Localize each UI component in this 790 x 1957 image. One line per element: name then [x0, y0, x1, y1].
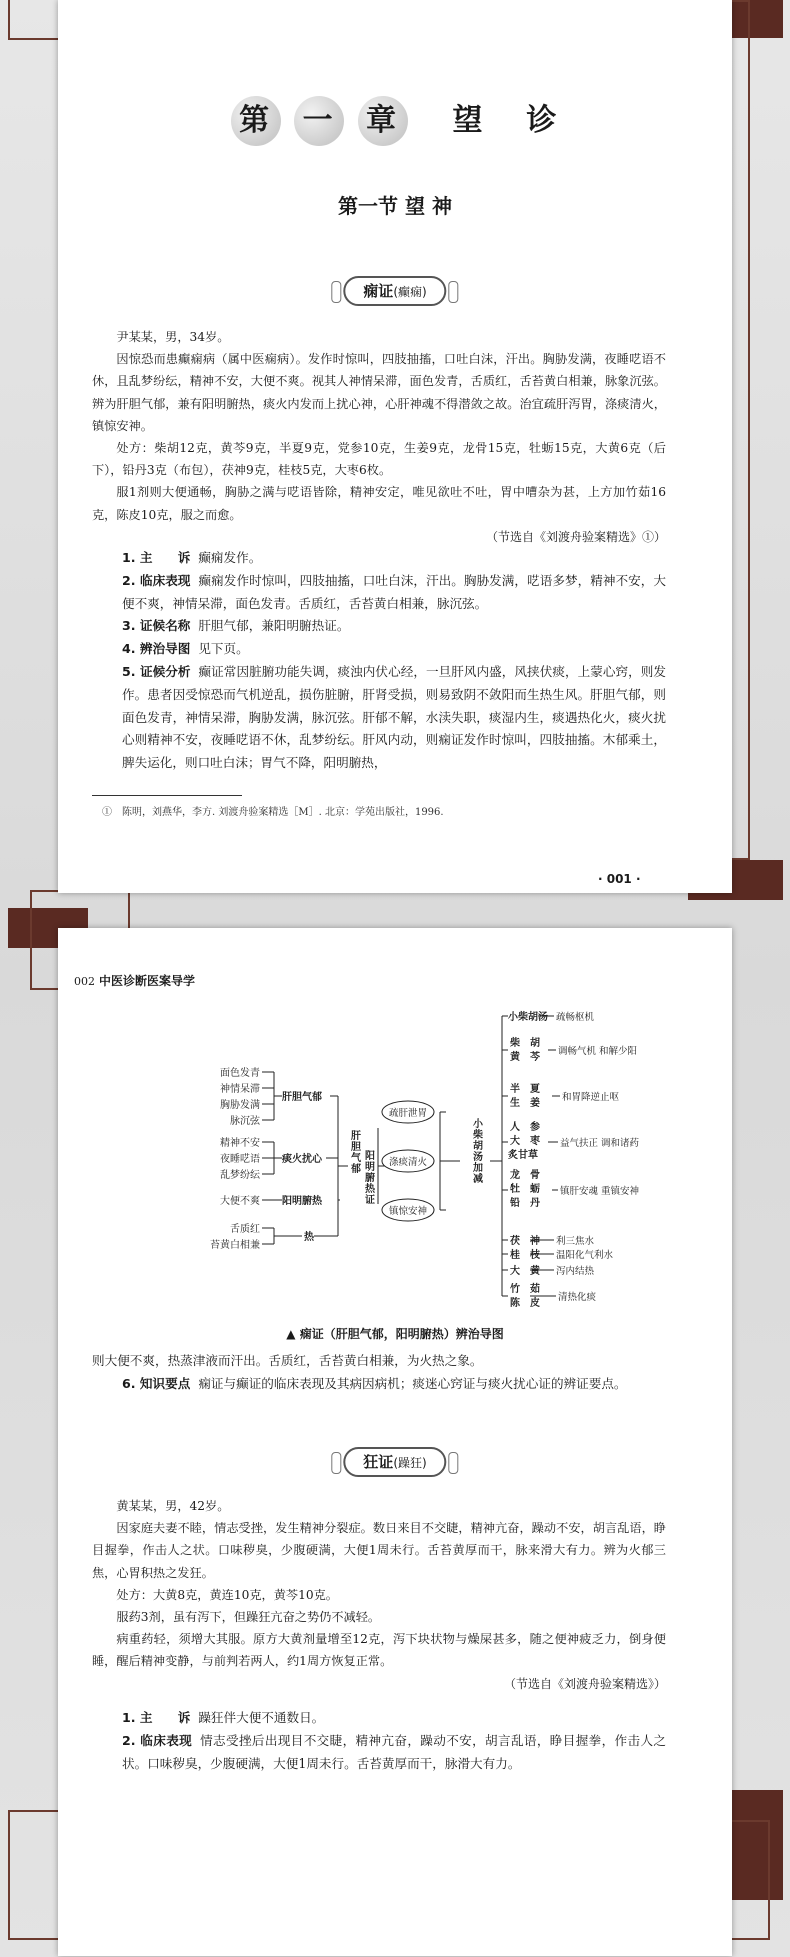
item-text: 痫证与癫证的临床表现及其病因病机；痰迷心窍证与痰火扰心证的辨证要点。: [198, 1375, 627, 1391]
case2-para: 病重药轻，须增大其服。原方大黄剂量增至12克，泻下块状物与燥屎甚多，随之便神疲乏力，倒身便睡，醒后精神变静，与前判若两人，约1周方恢复正常。: [92, 1632, 666, 1669]
pathogen-node: 肝胆气郁: [282, 1092, 322, 1103]
herb-node: 炙甘草: [508, 1150, 538, 1161]
case1-para: 尹某某，男，34岁。: [116, 330, 230, 344]
case-title-mania: [343, 1447, 446, 1477]
symptom-node: 乱梦纷纭: [220, 1170, 260, 1181]
diagnosis-mindmap: [190, 1000, 660, 1318]
running-header: [74, 972, 195, 989]
herb-node: 大 枣: [510, 1136, 540, 1147]
analysis-item: [92, 638, 666, 661]
effect-node: 益气扶正 调和诸药: [560, 1138, 640, 1149]
effect-node: 温阳化气利水: [556, 1250, 614, 1261]
herb-node: 陈 皮: [510, 1298, 540, 1309]
herb-node: 铅 丹: [510, 1198, 540, 1209]
case1-para: 处方：柴胡12克，黄芩9克，半夏9克，党参10克，生姜9克，龙骨15克，牡蛎15克，大黄6克（后下），铅丹3克（布包），茯神9克，桂枝5克，大枣6枚。: [92, 441, 666, 478]
item-text: 癫证常因脏腑功能失调，痰浊内伏心经，一旦肝风内盛，风挟伏痰，上蒙心窍，则发作。患者因受惊恐而气机逆乱，损伤脏腑，肝肾受损，则易致阴不敛阳而生热生风。肝胆气郁，则面色发青，神情呆滞，胸胁发满，脉沉弦。肝郁不解，水渎失职，痰湿内生，痰遇热化火，痰火扰心则精神不安，夜睡呓语不休，乱梦纷纭。肝风内动，则痫证发作时惊叫，四肢抽搐。木郁乘土，脾失运化，则口吐白沫；胃气不降，阳明腑热，: [122, 663, 667, 771]
case2-para: 因家庭夫妻不睦，情志受挫，发生精神分裂症。数日来目不交睫，精神亢奋，躁动不安，胡言乱语，睁目握拳，作击人之状。口味秽臭，少腹硬满，大便1周未行。舌苔黄厚而干，脉来滑大有力。辨为火郁三焦，心胃积热之发狂。: [92, 1521, 666, 1580]
case2-para: 黄某某，男，42岁。: [116, 1499, 230, 1513]
item-label: 3. 证候名称: [122, 618, 191, 634]
pathogen-node: 热: [304, 1232, 314, 1243]
herb-node: 生 姜: [510, 1098, 540, 1109]
case1-continued: [92, 1350, 666, 1396]
symptom-node: 胸胁发满: [220, 1100, 260, 1111]
formula-node: 小柴胡汤加减: [470, 1118, 482, 1184]
item-text: 癫痫发作。: [198, 550, 262, 565]
symptom-node: 精神不安: [220, 1138, 260, 1149]
case2-para: 服药3剂，虽有泻下，但躁狂亢奋之势仍不减轻。: [116, 1610, 381, 1625]
item-label: 4. 辨治导图: [122, 641, 191, 657]
item-text: 见下页。: [198, 641, 249, 657]
analysis-item: [92, 1373, 666, 1396]
symptom-node: 苔黄白相兼: [210, 1240, 260, 1251]
case-title-sub: (癫痫): [393, 285, 427, 299]
effect-node: 泻内结热: [556, 1266, 595, 1277]
symptom-node: 神情呆滞: [220, 1084, 260, 1095]
herb-node: 茯 神: [510, 1236, 540, 1247]
herb-node: 牡 蛎: [510, 1184, 540, 1195]
case1-analysis: [92, 547, 666, 775]
method-node: 涤痰清火: [388, 1157, 428, 1168]
item-label: 1. 主 诉: [122, 550, 191, 565]
effect-node: 利三焦水: [556, 1236, 595, 1247]
diagram-caption: ▲ 痫证（肝胆气郁，阳明腑热）辨治导图: [286, 1327, 504, 1341]
case2-para: 处方：大黄8克，黄连10克，黄芩10克。: [116, 1587, 338, 1602]
case2-record: [92, 1495, 666, 1695]
effect-node: 镇肝安魂 重镇安神: [560, 1186, 640, 1197]
effect-node: 和胃降逆止呕: [562, 1092, 620, 1103]
analysis-item: [92, 547, 666, 570]
case1-para: 服1剂则大便通畅，胸胁之满与呓语皆除，精神安定，唯见欲吐不吐，胃中嘈杂为甚，上方加竹茹16克，陈皮10克，服之而愈。: [92, 485, 666, 522]
herb-node: 柴 胡: [510, 1038, 540, 1049]
effect-node: 调畅气机 和解少阳: [558, 1046, 638, 1057]
symptom-node: 面色发青: [220, 1068, 260, 1079]
symptom-node: 大便不爽: [220, 1196, 260, 1207]
case2-source: （节选自《刘渡舟验案精选》）: [503, 1676, 666, 1691]
analysis-item: [92, 1730, 666, 1776]
case2-analysis: [92, 1707, 666, 1775]
item-label: 5. 证候分析: [122, 663, 191, 679]
item-label: 6. 知识要点: [122, 1375, 191, 1391]
footnote: ① 陈明，刘燕华，李方. 刘渡舟验案精选［M］. 北京：学苑出版社，1996.: [102, 807, 444, 818]
item-text: 癫痫发作时惊叫，四肢抽搐，口吐白沫，汗出。胸胁发满，呓语多梦，精神不安，大便不爽，神情呆滞，面色发青。舌质红，舌苔黄白相兼，脉沉弦。: [122, 572, 667, 611]
herb-node: 小柴胡汤: [508, 1012, 548, 1023]
case1-record: [92, 326, 666, 548]
herb-node: 人 参: [510, 1122, 540, 1133]
case-title-epilepsy: [343, 276, 446, 306]
method-node: 镇惊安神: [388, 1206, 428, 1217]
item-text: 情志受挫后出现目不交睫，精神亢奋，躁动不安，胡言乱语，睁目握拳，作击人之状。口味秽臭，少腹硬满，大便1周未行。舌苔黄厚而干，脉滑大有力。: [122, 1732, 667, 1771]
item-text: 躁狂伴大便不通数日。: [198, 1710, 325, 1725]
syndrome-node: 肝胆气郁: [348, 1130, 360, 1174]
herb-node: 大 黄: [510, 1266, 540, 1277]
herb-node: 黄 芩: [510, 1052, 540, 1063]
pathogen-node: 痰火扰心: [282, 1154, 322, 1165]
footnote-rule: [92, 795, 242, 796]
analysis-item: [92, 570, 666, 616]
header-book-title: 中医诊断医案导学: [99, 974, 196, 988]
item-label: 2. 临床表现: [122, 1732, 193, 1748]
header-page-number: 002: [74, 975, 95, 988]
chapter-char: 望: [452, 103, 486, 138]
symptom-node: 夜睡呓语: [220, 1154, 260, 1165]
item-label: 2. 临床表现: [122, 572, 191, 588]
chapter-char: 诊: [526, 103, 560, 138]
case1-source: （节选自《刘渡舟验案精选》①）: [485, 529, 666, 544]
section-title: 第一节 望 神: [338, 194, 452, 218]
effect-node: 疏畅枢机: [556, 1012, 595, 1023]
chapter-char: 第: [231, 96, 281, 146]
symptom-node: 舌质红: [230, 1224, 260, 1235]
herb-node: 竹 茹: [510, 1284, 540, 1295]
syndrome-node: 阳明腑热证: [362, 1150, 374, 1205]
analysis-item: [92, 615, 666, 638]
chapter-char: 一: [294, 96, 344, 146]
case-title-text: 狂证: [363, 1453, 394, 1471]
item-label: 1. 主 诉: [122, 1710, 191, 1725]
effect-node: 清热化痰: [558, 1292, 597, 1303]
item-text: 肝胆气郁，兼阳明腑热证。: [198, 618, 350, 634]
analysis-item: [92, 1707, 666, 1730]
analysis-item: [92, 661, 666, 775]
method-node: 疏肝泄胃: [388, 1108, 428, 1119]
chapter-title: [0, 95, 790, 146]
symptom-node: 脉沉弦: [230, 1116, 260, 1127]
page-number: · 001 ·: [598, 872, 641, 886]
continued-text: 则大便不爽，热蒸津液而汗出。舌质红，舌苔黄白相兼，为火热之象。: [92, 1353, 483, 1368]
herb-node: 半 夏: [510, 1084, 540, 1095]
herb-node: 桂 枝: [510, 1250, 540, 1261]
chapter-char: 章: [358, 96, 408, 146]
case1-para: 因惊恐而患癫痫病（属中医痫病）。发作时惊叫，四肢抽搐，口吐白沫，汗出。胸胁发满，夜睡呓语不休，且乱梦纷纭，精神不安，大便不爽。视其人神情呆滞，面色发青，舌质红，舌苔黄白相兼，脉象沉弦。辨为肝胆气郁，兼有阳明腑热，痰火内发而上扰心神，心肝神魂不得潜敛之故。治宜疏肝泻胃，涤痰清火，镇惊安神。: [92, 352, 666, 433]
case-title-text: 痫证: [363, 282, 394, 300]
pathogen-node: 阳明腑热: [282, 1196, 322, 1207]
herb-node: 龙 骨: [510, 1170, 540, 1181]
case-title-sub: (躁狂): [393, 1456, 427, 1470]
